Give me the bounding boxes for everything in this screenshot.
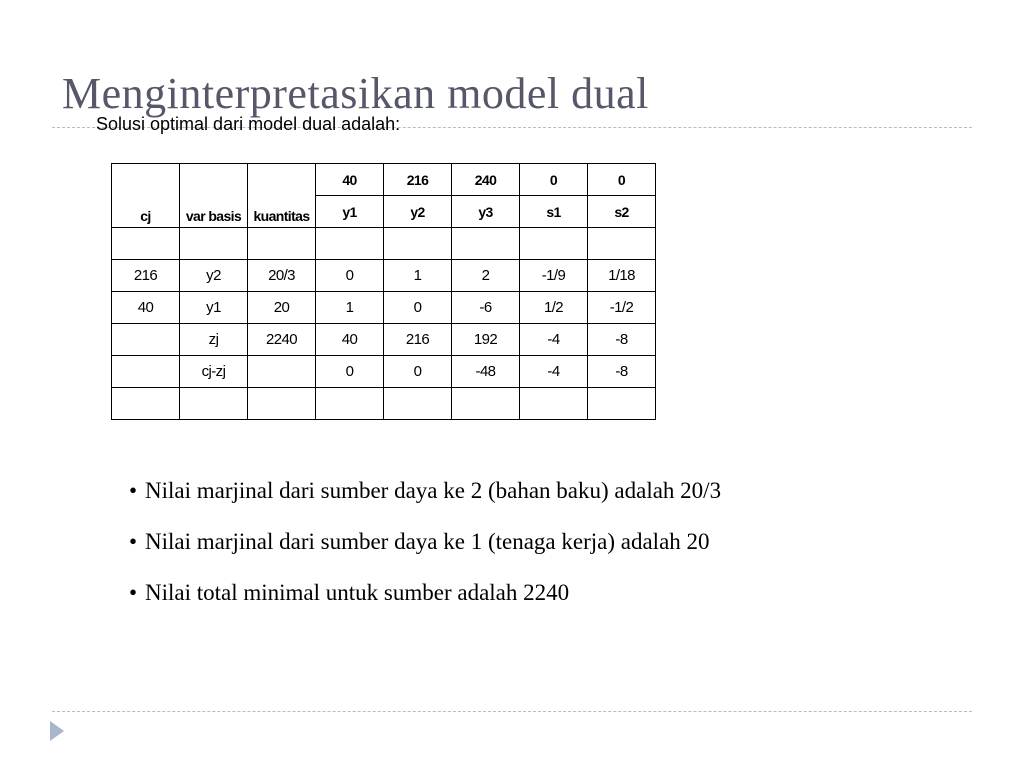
bullet-text: Nilai total minimal untuk sumber adalah 2240 bbox=[145, 580, 570, 605]
table-cell bbox=[384, 388, 452, 420]
table-cell bbox=[248, 356, 316, 388]
table-cell: 40 bbox=[316, 324, 384, 356]
bullet-icon: • bbox=[129, 529, 138, 554]
table-cell: 0 bbox=[316, 260, 384, 292]
table-cell bbox=[180, 228, 248, 260]
table-header-row-values bbox=[112, 164, 656, 196]
bullet-item bbox=[129, 529, 721, 580]
simplex-table bbox=[111, 163, 656, 420]
table-row bbox=[112, 260, 656, 292]
table-cell bbox=[588, 388, 656, 420]
table-header-cell: s1 bbox=[520, 196, 588, 228]
table-cell: 216 bbox=[384, 324, 452, 356]
table-objective-cell: 0 bbox=[520, 164, 588, 196]
table-cell: 0 bbox=[316, 356, 384, 388]
table-cell: 1 bbox=[316, 292, 384, 324]
slide-title: Menginterpretasikan model dual bbox=[62, 69, 649, 118]
table-cell: 1/2 bbox=[520, 292, 588, 324]
table-cell bbox=[112, 324, 180, 356]
table-cell bbox=[520, 388, 588, 420]
bullet-text: Nilai marjinal dari sumber daya ke 2 (bahan baku) adalah 20/3 bbox=[145, 478, 722, 503]
table-cell: 0 bbox=[384, 356, 452, 388]
table-cell: -4 bbox=[520, 324, 588, 356]
table-cell bbox=[112, 228, 180, 260]
table-blank-row bbox=[112, 228, 656, 260]
table-cell: -6 bbox=[452, 292, 520, 324]
table-cell bbox=[384, 228, 452, 260]
table-header-cell: y3 bbox=[452, 196, 520, 228]
table-header-cell: y2 bbox=[384, 196, 452, 228]
table-cell: -4 bbox=[520, 356, 588, 388]
table-cell: 216 bbox=[112, 260, 180, 292]
bullet-list bbox=[129, 478, 721, 631]
table-header-cell: kuantitas bbox=[248, 164, 316, 228]
table-row bbox=[112, 356, 656, 388]
table-cell bbox=[316, 228, 384, 260]
table-objective-cell: 240 bbox=[452, 164, 520, 196]
table-cell bbox=[180, 388, 248, 420]
table-cell: y1 bbox=[180, 292, 248, 324]
table-cell: 20 bbox=[248, 292, 316, 324]
table-cell: 192 bbox=[452, 324, 520, 356]
table-row bbox=[112, 292, 656, 324]
table-cell bbox=[520, 228, 588, 260]
table-header-cell: y1 bbox=[316, 196, 384, 228]
table-cell: 2 bbox=[452, 260, 520, 292]
bullet-item bbox=[129, 478, 721, 529]
table-header-cell: var basis bbox=[180, 164, 248, 228]
table-cell: 1/18 bbox=[588, 260, 656, 292]
table-cell: 2240 bbox=[248, 324, 316, 356]
table-objective-cell: 216 bbox=[384, 164, 452, 196]
play-triangle-icon[interactable] bbox=[50, 721, 64, 741]
table-cell: -8 bbox=[588, 324, 656, 356]
table-cell bbox=[112, 388, 180, 420]
table-cell: 0 bbox=[384, 292, 452, 324]
table-cell bbox=[248, 388, 316, 420]
table-blank-row bbox=[112, 388, 656, 420]
slide-subtitle: Solusi optimal dari model dual adalah: bbox=[96, 114, 401, 134]
table-objective-cell: 0 bbox=[588, 164, 656, 196]
table-cell: zj bbox=[180, 324, 248, 356]
table-cell bbox=[316, 388, 384, 420]
table-cell: 20/3 bbox=[248, 260, 316, 292]
table-cell: -1/9 bbox=[520, 260, 588, 292]
table-cell: -8 bbox=[588, 356, 656, 388]
table-cell bbox=[588, 228, 656, 260]
footer-divider bbox=[52, 711, 972, 712]
table-header-cell: cj bbox=[112, 164, 180, 228]
table-row bbox=[112, 324, 656, 356]
table-cell: -1/2 bbox=[588, 292, 656, 324]
bullet-icon: • bbox=[129, 478, 138, 503]
table-cell bbox=[452, 388, 520, 420]
table-cell bbox=[112, 356, 180, 388]
table-cell bbox=[452, 228, 520, 260]
table-cell: cj-zj bbox=[180, 356, 248, 388]
bullet-item bbox=[129, 580, 721, 631]
table-header-cell: s2 bbox=[588, 196, 656, 228]
table-cell: y2 bbox=[180, 260, 248, 292]
bullet-text: Nilai marjinal dari sumber daya ke 1 (tenaga kerja) adalah 20 bbox=[145, 529, 710, 554]
table-cell: 1 bbox=[384, 260, 452, 292]
table-objective-cell: 40 bbox=[316, 164, 384, 196]
table-cell: -48 bbox=[452, 356, 520, 388]
bullet-icon: • bbox=[129, 580, 138, 605]
table-cell: 40 bbox=[112, 292, 180, 324]
table-cell bbox=[248, 228, 316, 260]
